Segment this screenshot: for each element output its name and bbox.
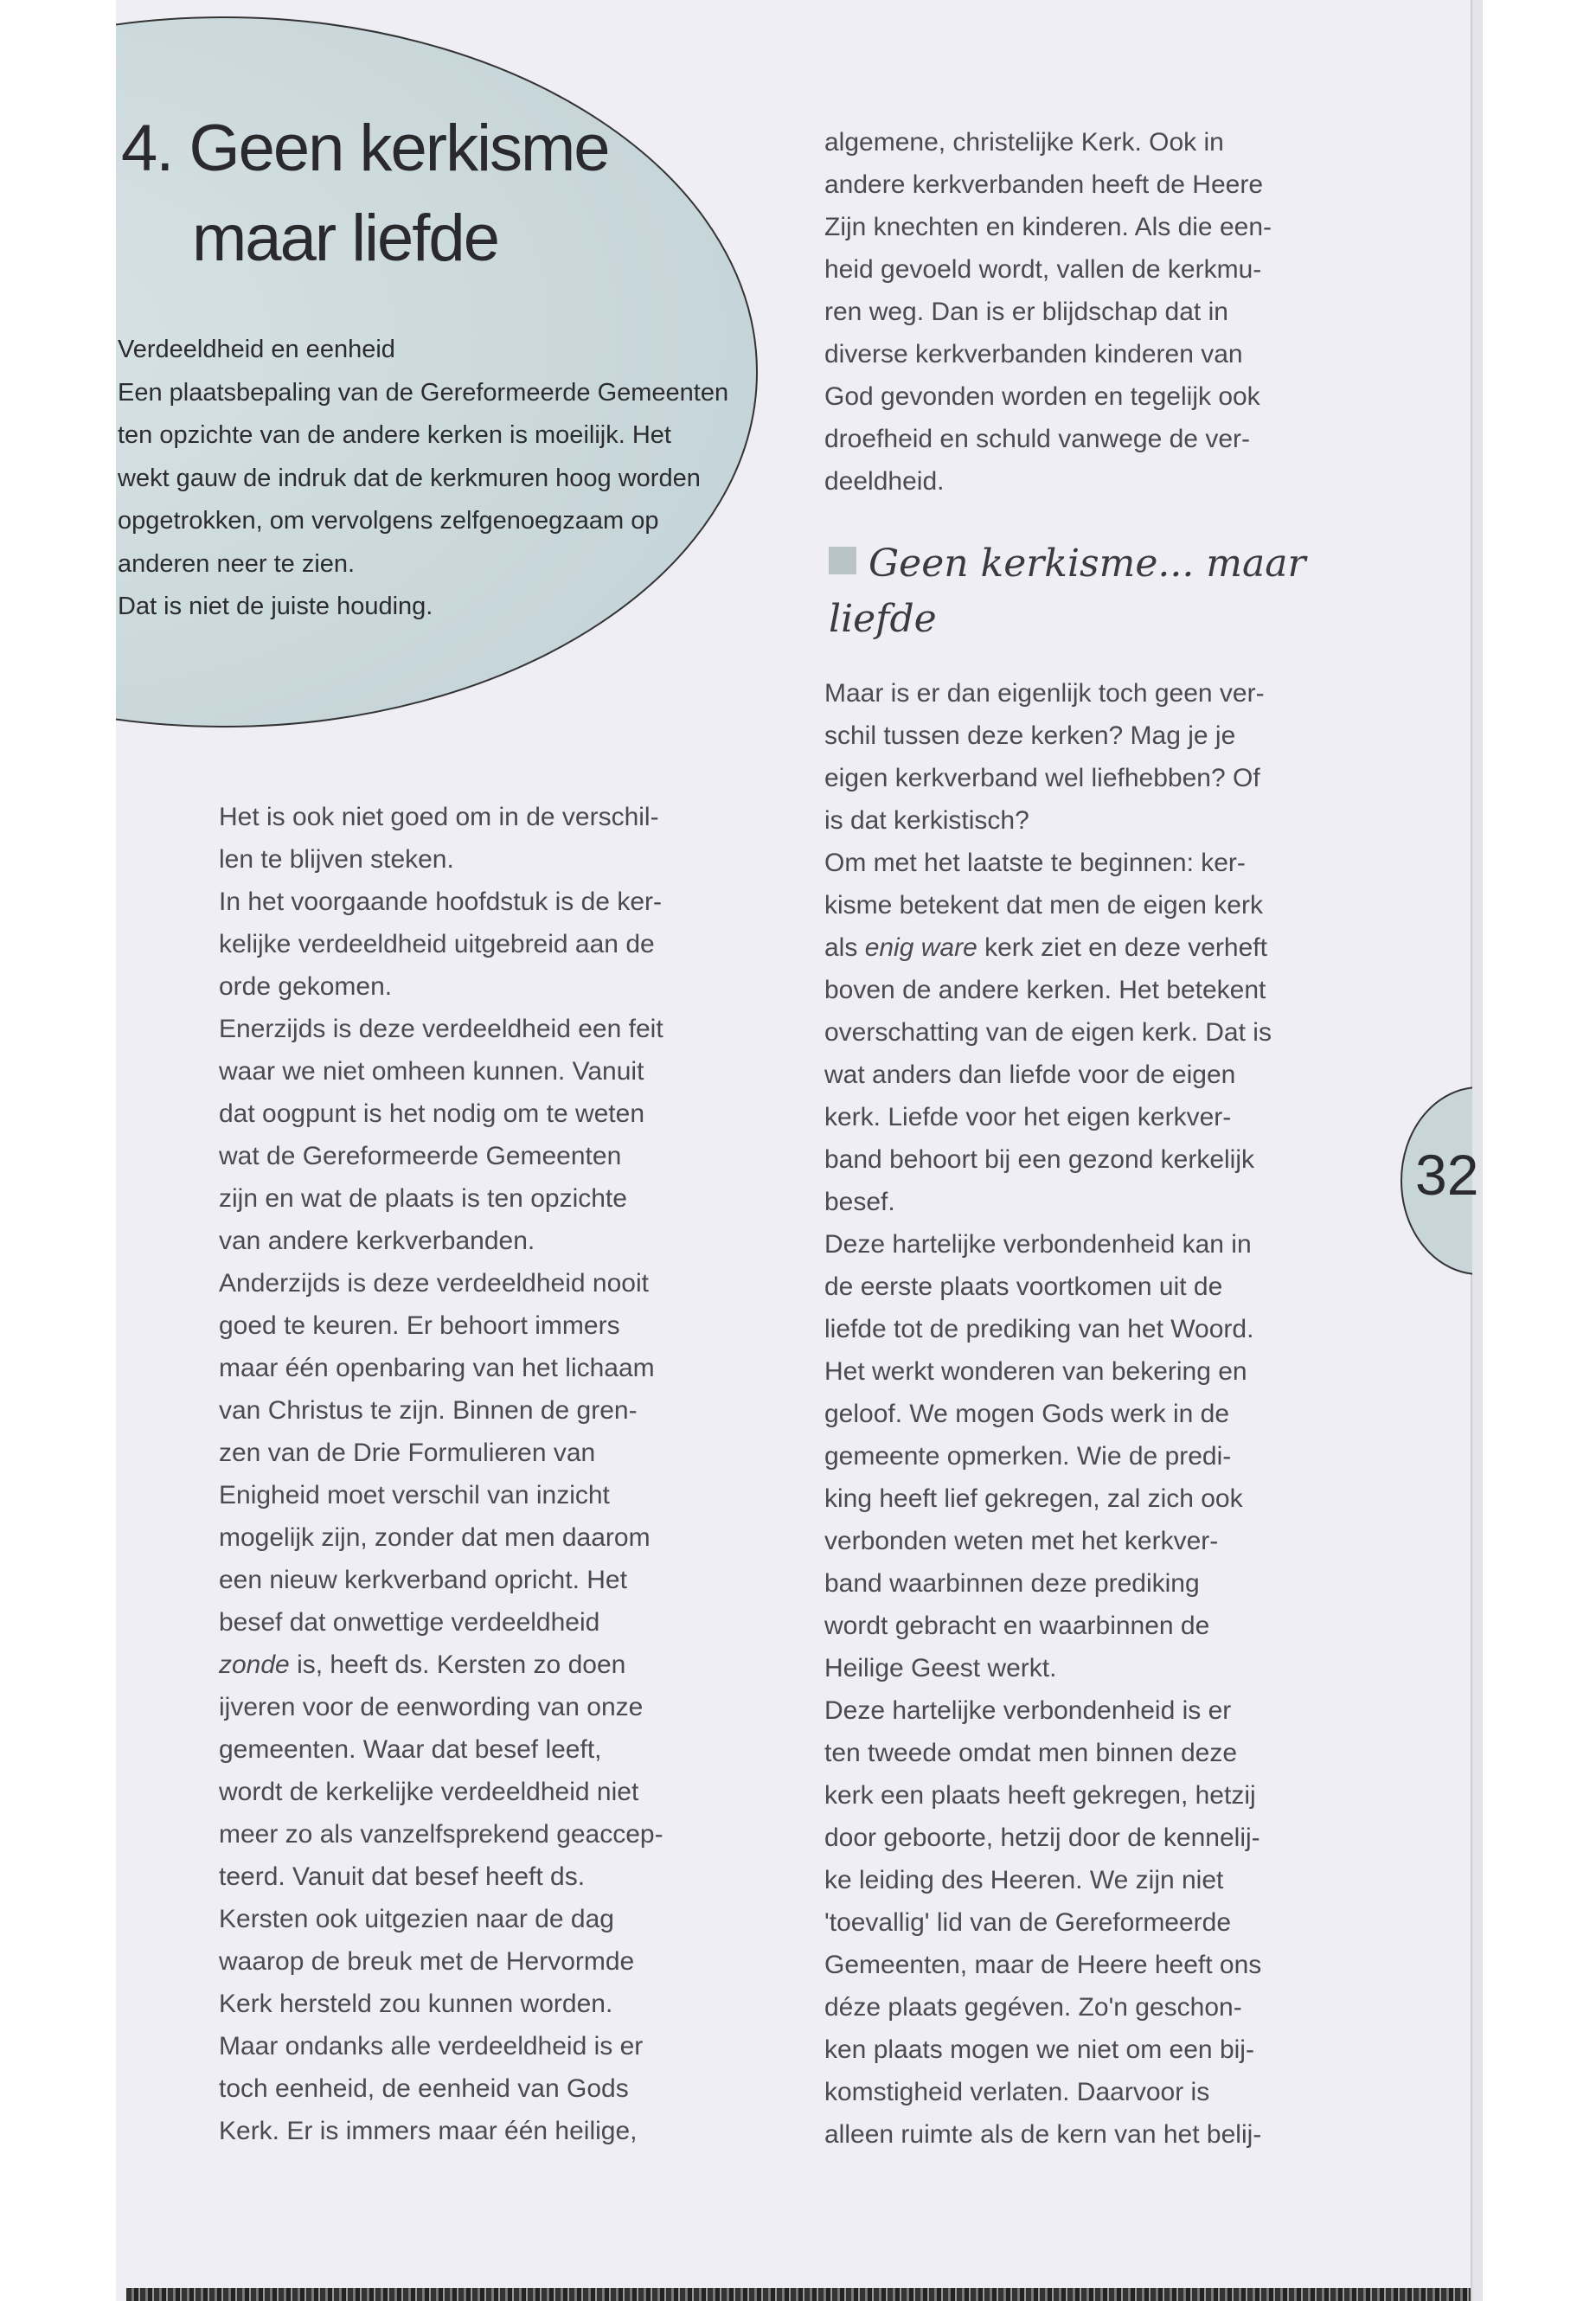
text-line: andere kerkverbanden heeft de Heere bbox=[824, 170, 1264, 199]
text-line: zonde is, heeft ds. Kersten zo doen bbox=[219, 1650, 626, 1679]
text-line: zen van de Drie Formulieren van bbox=[219, 1439, 596, 1467]
text-line: de eerste plaats voortkomen uit de bbox=[824, 1272, 1223, 1301]
text-line: kerk een plaats heeft gekregen, hetzij bbox=[824, 1781, 1256, 1810]
text-line: diverse kerkverbanden kinderen van bbox=[824, 340, 1243, 369]
text-line: 'toevallig' lid van de Gereformeerde bbox=[824, 1908, 1232, 1937]
text-line: wat anders dan liefde voor de eigen bbox=[824, 1061, 1236, 1089]
text-line: heid gevoeld wordt, vallen de kerkmu- bbox=[824, 255, 1262, 284]
text-line: déze plaats gegéven. Zo'n geschon- bbox=[824, 1993, 1242, 2022]
text-line: band waarbinnen deze prediking bbox=[824, 1569, 1200, 1598]
text-line: Anderzijds is deze verdeeldheid nooit bbox=[219, 1269, 649, 1298]
text-line: schil tussen deze kerken? Mag je je bbox=[824, 721, 1236, 750]
page-number: 32 bbox=[1415, 1143, 1479, 1207]
text-line: droefheid en schuld vanwege de ver- bbox=[824, 425, 1250, 453]
text-line: anderen neer te zien. bbox=[118, 549, 356, 578]
text-line: orde gekomen. bbox=[219, 972, 393, 1001]
text-line: Maar ondanks alle verdeeldheid is er bbox=[219, 2032, 644, 2061]
text-line: band behoort bij een gezond kerkelijk bbox=[824, 1145, 1255, 1174]
text-line: ke leiding des Heeren. We zijn niet bbox=[824, 1866, 1224, 1894]
text-line: meer zo als vanzelfsprekend geaccep- bbox=[219, 1820, 663, 1849]
right-column-text-bottom bbox=[824, 672, 1272, 2156]
text-line: alleen ruimte als de kern van het belij- bbox=[824, 2120, 1262, 2149]
text-line: Het is ook niet goed om in de verschil- bbox=[219, 803, 659, 831]
text-line: In het voorgaande hoofdstuk is de ker- bbox=[219, 888, 662, 916]
subheading-line1: Geen kerkisme... maar bbox=[869, 542, 1306, 586]
text-line: eigen kerkverband wel liefhebben? Of bbox=[824, 764, 1260, 792]
text-line: als enig ware kerk ziet en deze verheft bbox=[824, 933, 1267, 962]
chapter-intro bbox=[118, 329, 728, 629]
right-column-text-top bbox=[824, 121, 1272, 503]
text-line: Dat is niet de juiste houding. bbox=[118, 593, 433, 620]
text-line: overschatting van de eigen kerk. Dat is bbox=[824, 1018, 1272, 1047]
text-line: liefde tot de prediking van het Woord. bbox=[824, 1315, 1254, 1343]
text-line: goed te keuren. Er behoort immers bbox=[219, 1311, 620, 1340]
text-line: wekt gauw de indruk dat de kerkmuren hoog worden bbox=[118, 464, 701, 492]
text-line: zijn en wat de plaats is ten opzichte bbox=[219, 1184, 627, 1213]
text-line: door geboorte, hetzij door de kennelij- bbox=[824, 1823, 1260, 1852]
text-line: ren weg. Dan is er blijdschap dat in bbox=[824, 298, 1228, 326]
text-line: Deze hartelijke verbondenheid is er bbox=[824, 1696, 1232, 1725]
left-column-text bbox=[219, 796, 663, 2152]
text-line: dat oogpunt is het nodig om te weten bbox=[219, 1099, 645, 1128]
chapter-title-line2: maar liefde bbox=[192, 202, 498, 275]
text-line: wat de Gereformeerde Gemeenten bbox=[219, 1142, 622, 1170]
text-line: Het werkt wonderen van bekering en bbox=[824, 1357, 1247, 1386]
text-line: maar één openbaring van het lichaam bbox=[219, 1354, 655, 1382]
text-line: Kersten ook uitgezien naar de dag bbox=[219, 1905, 614, 1933]
text-line: deeldheid. bbox=[824, 467, 945, 496]
subheading-line2: liefde bbox=[829, 597, 937, 641]
section-subheading bbox=[829, 536, 1306, 647]
text-line: besef. bbox=[824, 1188, 895, 1216]
text-line: Deze hartelijke verbondenheid kan in bbox=[824, 1230, 1252, 1259]
text-line: geloof. We mogen Gods werk in de bbox=[824, 1400, 1230, 1428]
emphasis: enig ware bbox=[864, 933, 977, 962]
text-line: komstigheid verlaten. Daarvoor is bbox=[824, 2078, 1210, 2106]
emphasis: zonde bbox=[219, 1650, 290, 1679]
text-line: ijveren voor de eenwording van onze bbox=[219, 1693, 644, 1721]
text-line: len te blijven steken. bbox=[219, 845, 454, 874]
text-line: Om met het laatste te beginnen: ker- bbox=[824, 849, 1246, 877]
text-line: Zijn knechten en kinderen. Als die een- bbox=[824, 213, 1272, 241]
text-line: Gemeenten, maar de Heere heeft ons bbox=[824, 1951, 1262, 1979]
subheading-square-marker bbox=[829, 547, 856, 574]
text-line: kelijke verdeeldheid uitgebreid aan de bbox=[219, 930, 655, 958]
text-line: gemeente opmerken. Wie de predi- bbox=[824, 1442, 1232, 1471]
text-line: Verdeeldheid en eenheid bbox=[118, 336, 395, 363]
text-line: opgetrokken, om vervolgens zelfgenoegzaam op bbox=[118, 507, 659, 535]
text-line: ken plaats mogen we niet om een bij- bbox=[824, 2035, 1254, 2064]
text-line: is dat kerkistisch? bbox=[824, 806, 1029, 835]
text-line: Maar is er dan eigenlijk toch geen ver- bbox=[824, 679, 1265, 708]
text-line: waarop de breuk met de Hervormde bbox=[219, 1947, 635, 1976]
text-line: wordt gebracht en waarbinnen de bbox=[824, 1612, 1210, 1640]
text-line: besef dat onwettige verdeeldheid bbox=[219, 1608, 600, 1637]
text-line: waar we niet omheen kunnen. Vanuit bbox=[219, 1057, 644, 1086]
text-line: ten tweede omdat men binnen deze bbox=[824, 1739, 1237, 1767]
text-line: Kerk. Er is immers maar één heilige, bbox=[219, 2117, 638, 2145]
chapter-title bbox=[121, 104, 609, 284]
text-line: boven de andere kerken. Het betekent bbox=[824, 976, 1266, 1004]
text-line: van andere kerkverbanden. bbox=[219, 1227, 535, 1255]
text-line: een nieuw kerkverband opricht. Het bbox=[219, 1566, 627, 1594]
text-line: kerk. Liefde voor het eigen kerkver- bbox=[824, 1103, 1232, 1131]
text-line: verbonden weten met het kerkver- bbox=[824, 1527, 1219, 1555]
text-line: God gevonden worden en tegelijk ook bbox=[824, 382, 1260, 411]
text-line: king heeft lief gekregen, zal zich ook bbox=[824, 1484, 1243, 1513]
scan-bottom-edge bbox=[126, 2288, 1471, 2301]
chapter-title-line1: 4. Geen kerkisme bbox=[121, 112, 609, 185]
text-line: teerd. Vanuit dat besef heeft ds. bbox=[219, 1862, 586, 1891]
text-line: Kerk hersteld zou kunnen worden. bbox=[219, 1990, 613, 2018]
text-line: van Christus te zijn. Binnen de gren- bbox=[219, 1396, 638, 1425]
text-line: algemene, christelijke Kerk. Ook in bbox=[824, 128, 1224, 157]
text-line: wordt de kerkelijke verdeeldheid niet bbox=[219, 1778, 639, 1806]
text-line: Heilige Geest werkt. bbox=[824, 1654, 1057, 1682]
text-line: mogelijk zijn, zonder dat men daarom bbox=[219, 1523, 651, 1552]
text-line: ten opzichte van de andere kerken is moeilijk. Het bbox=[118, 421, 671, 449]
text-line: toch eenheid, de eenheid van Gods bbox=[219, 2074, 629, 2103]
text-line: Enerzijds is deze verdeeldheid een feit bbox=[219, 1015, 663, 1043]
text-line: kisme betekent dat men de eigen kerk bbox=[824, 891, 1263, 920]
text-line: gemeenten. Waar dat besef leeft, bbox=[219, 1735, 602, 1764]
text-line: Een plaatsbepaling van de Gereformeerde Gemeenten bbox=[118, 378, 729, 407]
text-line: Enigheid moet verschil van inzicht bbox=[219, 1481, 610, 1509]
